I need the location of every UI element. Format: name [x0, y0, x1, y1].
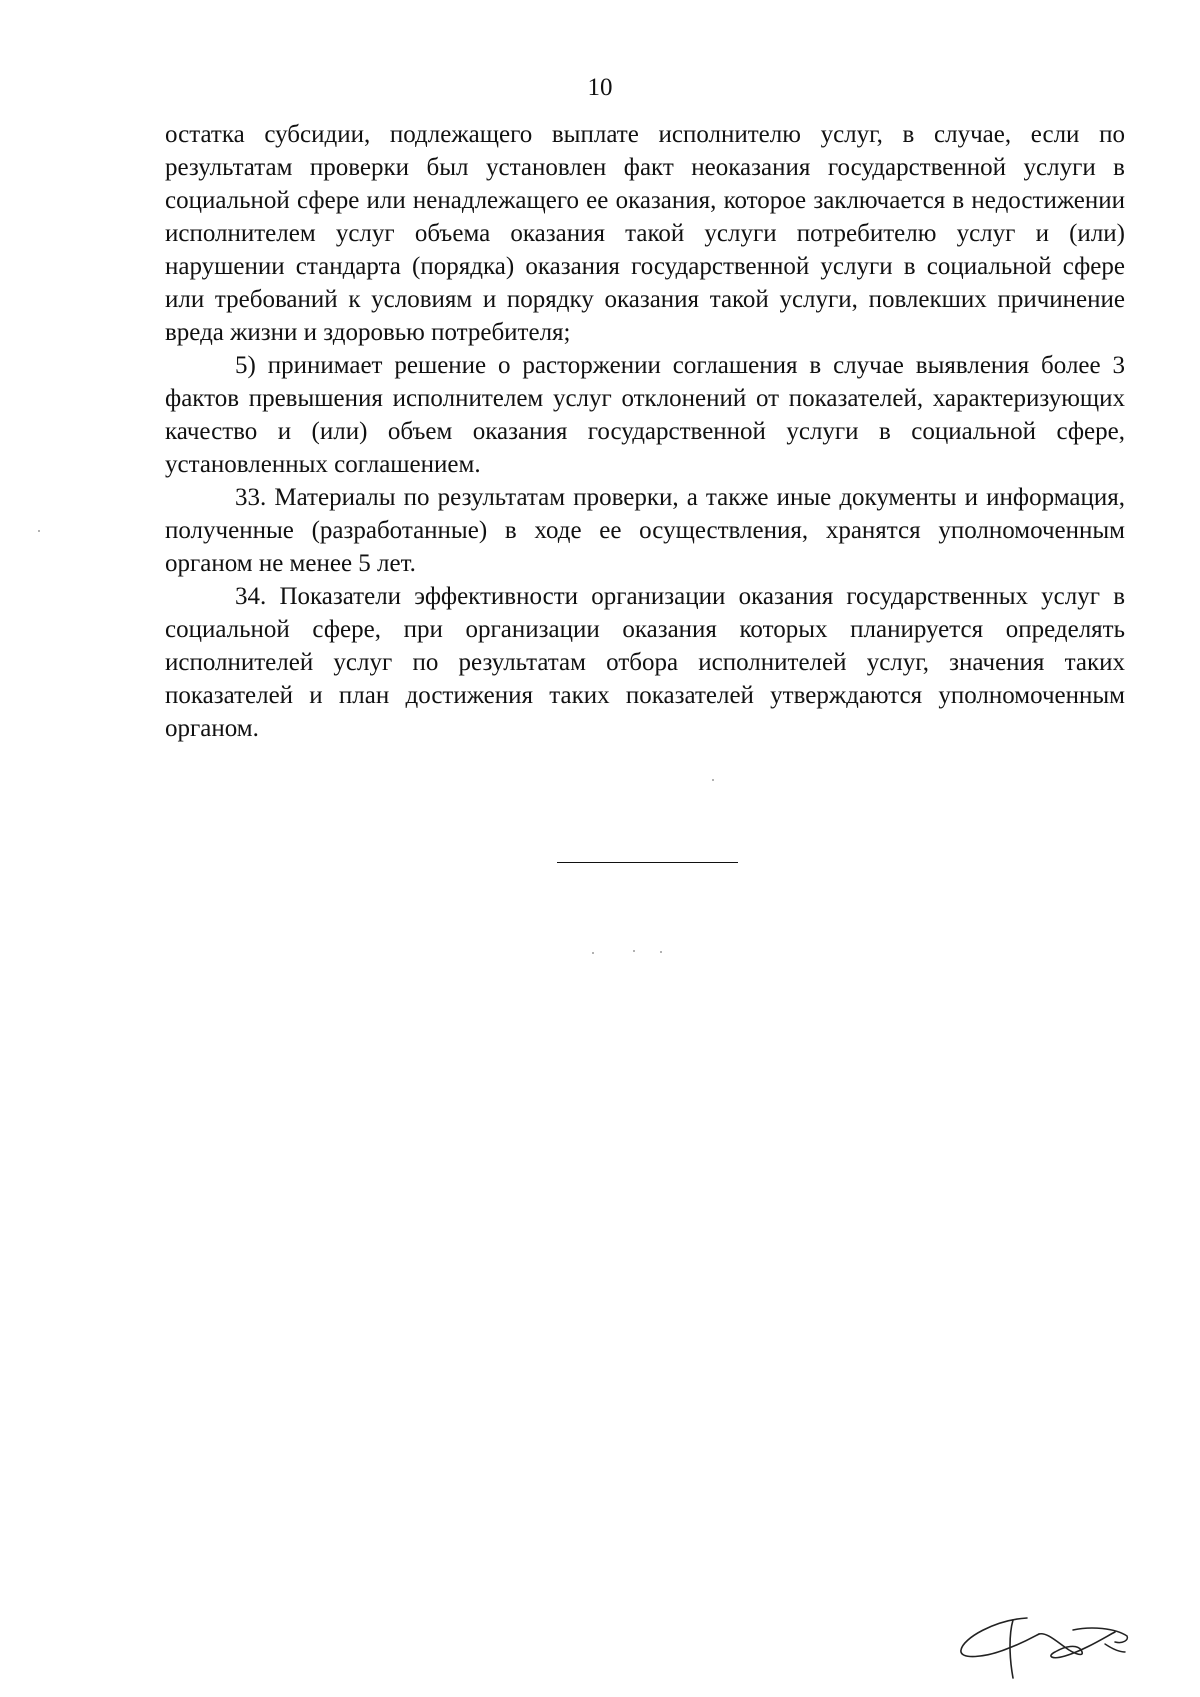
scan-speck: [633, 950, 635, 952]
paragraph-item-34: 34. Показатели эффективности организации оказания государственных услуг в социальной сфере, при организации оказания которых планируется определять исполнителей услуг по результатам отбора исполнителей услуг, значения таких показателей и план достижения таких показателей утверждаются уполномоченным органом.: [165, 583, 1125, 742]
page-number: 10: [587, 74, 613, 101]
signature-icon: [955, 1612, 1135, 1680]
scan-speck: [712, 779, 714, 781]
scan-speck: [38, 530, 40, 532]
paragraph-item-33: 33. Материалы по результатам проверки, а также иные документы и информация, полученные (разработанные) в ходе ее осуществления, хранятся уполномоченным органом не менее 5 лет.: [165, 484, 1125, 577]
document-body: [165, 118, 1125, 745]
scan-speck: [592, 952, 594, 954]
scan-speck: [660, 951, 662, 953]
end-of-text-rule: [557, 862, 738, 863]
paragraph-item-5: 5) принимает решение о расторжении соглашения в случае выявления более 3 фактов превышения исполнителем услуг отклонений от показателей, характеризующих качество и (или) объем оказания государственной услуги в социальной сфере, установленных соглашением.: [165, 352, 1125, 478]
paragraph-continuation: остатка субсидии, подлежащего выплате исполнителю услуг, в случае, если по результатам проверки был установлен факт неоказания государственной услуги в социальной сфере или ненадлежащего ее оказания, которое заключается в недостижении исполнителем услуг объема оказания такой услуги потребителю услуг и (или) нарушении стандарта (порядка) оказания государственной услуги в социальной сфере или требований к условиям и порядку оказания такой услуги, повлекших причинение вреда жизни и здоровью потребителя;: [165, 121, 1125, 346]
